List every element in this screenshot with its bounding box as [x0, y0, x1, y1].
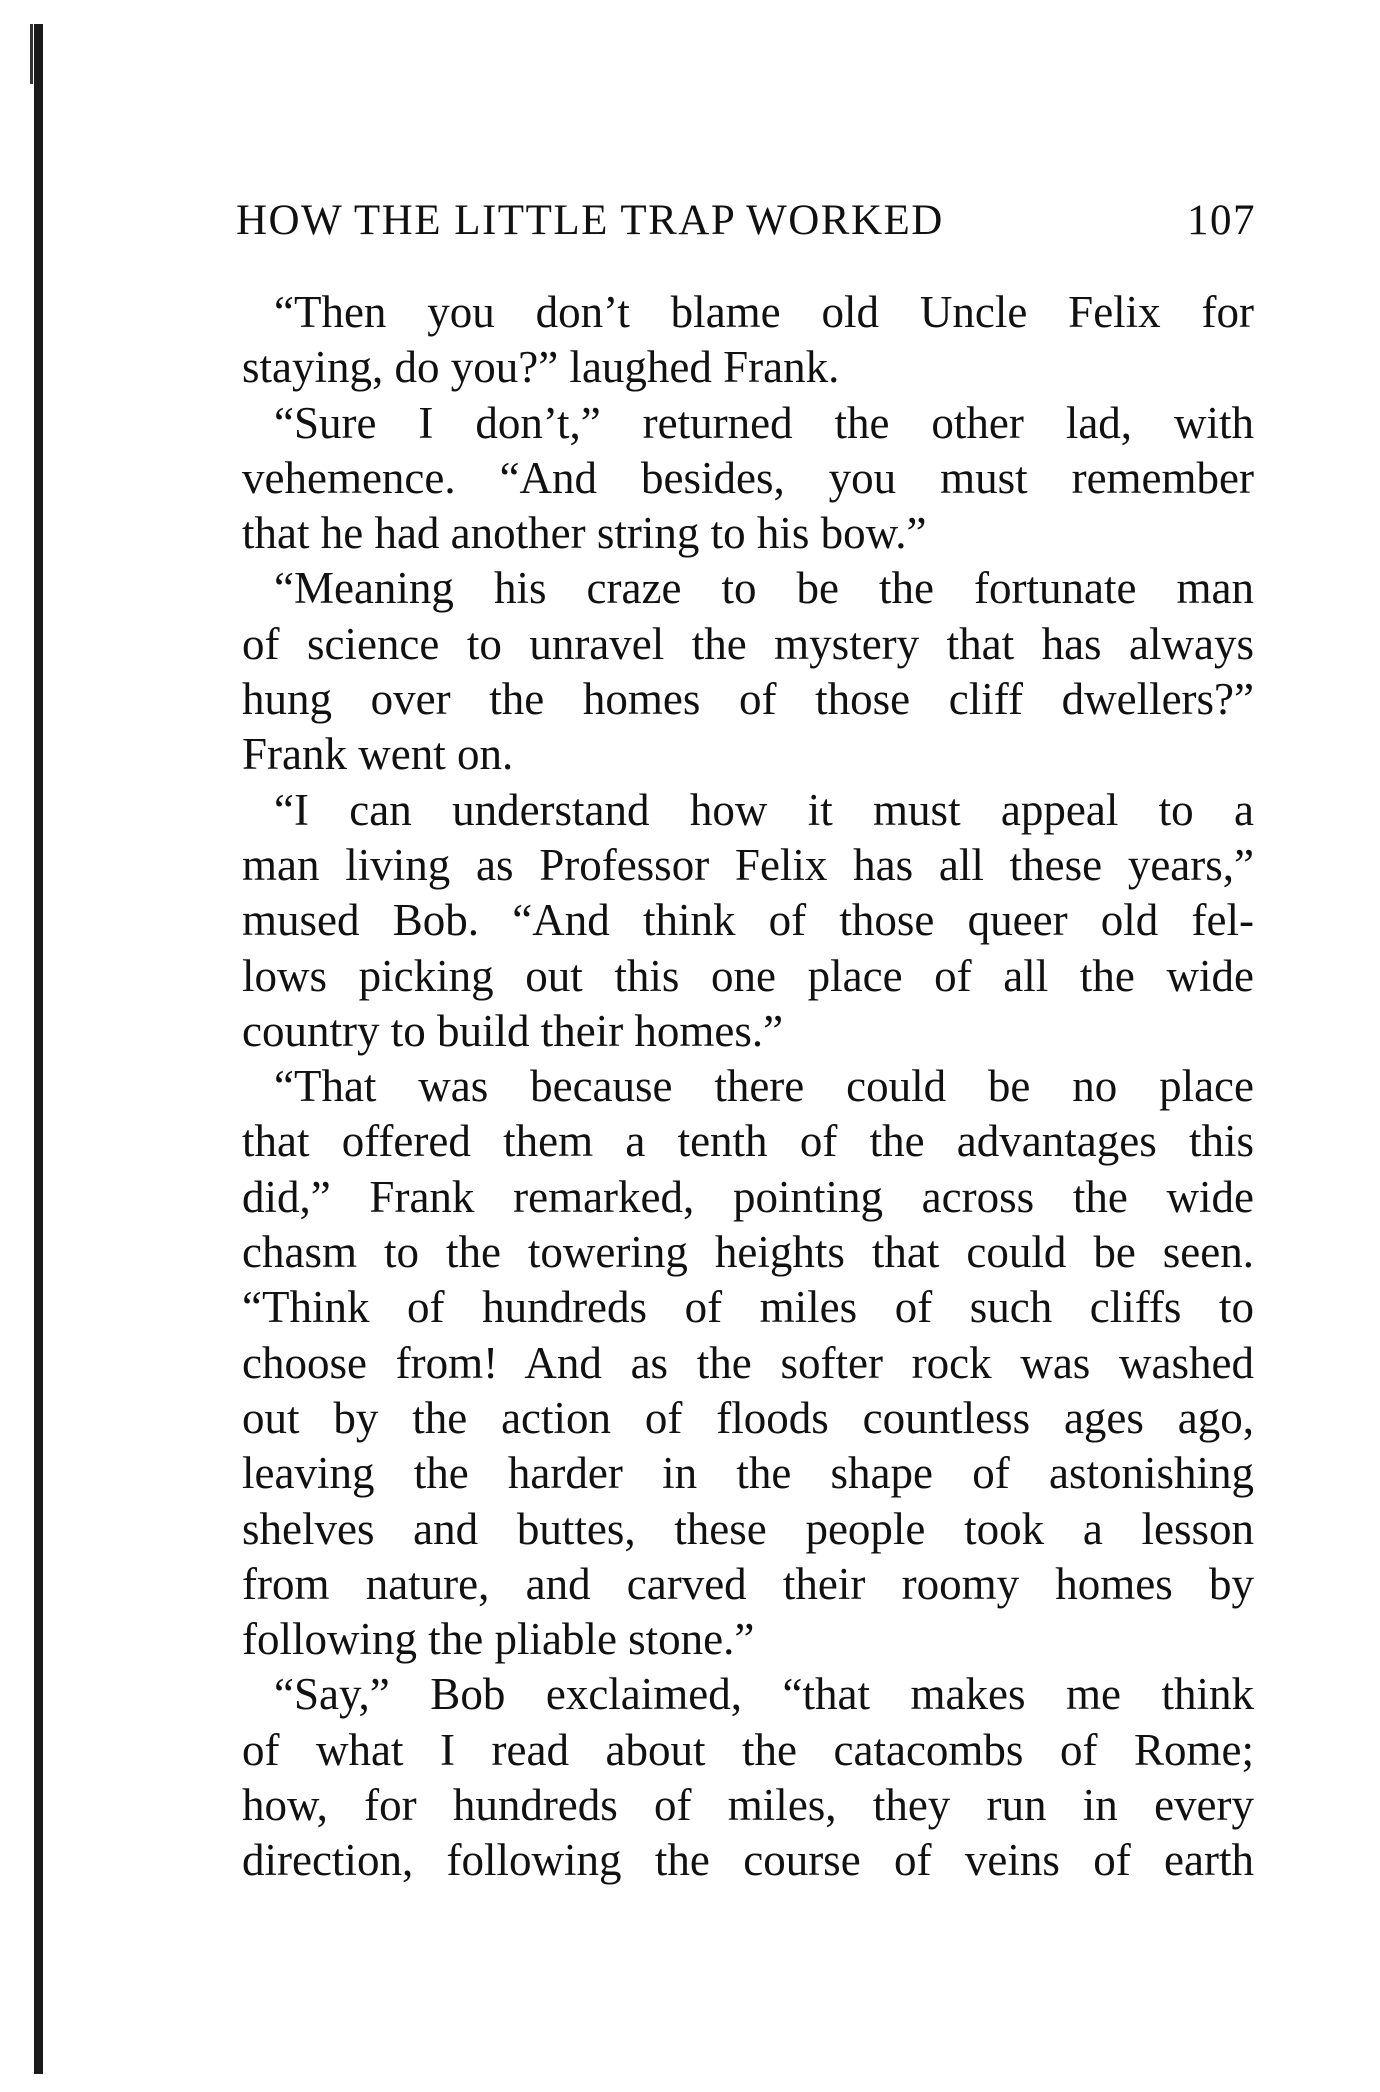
text-line: direction, following the course of veins of earth	[242, 1835, 1254, 1886]
text-line: of what I read about the catacombs of Rome;	[242, 1724, 1254, 1775]
text-line: staying, do you?” laughed Frank.	[242, 342, 840, 393]
running-header	[236, 196, 1256, 245]
text-line: of science to unravel the mystery that has always	[242, 618, 1254, 669]
text-line: how, for hundreds of miles, they run in every	[242, 1780, 1254, 1831]
text-line: following the pliable stone.”	[242, 1614, 755, 1665]
text-line: “Sure I don’t,” returned the other lad, with	[274, 397, 1254, 448]
text-line: out by the action of floods countless ages ago,	[242, 1392, 1254, 1443]
text-line: “Think of hundreds of miles of such cliffs to	[242, 1282, 1254, 1333]
text-line: Frank went on.	[242, 729, 514, 780]
text-line: from nature, and carved their roomy homes by	[242, 1558, 1254, 1609]
text-line: “Say,” Bob exclaimed, “that makes me think	[274, 1669, 1254, 1720]
text-line: “I can understand how it must appeal to a	[274, 784, 1254, 835]
text-line: lows picking out this one place of all the wide	[242, 950, 1254, 1001]
text-line: leaving the harder in the shape of astonishing	[242, 1448, 1254, 1499]
text-line: “That was because there could be no place	[274, 1061, 1254, 1112]
text-line: mused Bob. “And think of those queer old fel-	[242, 895, 1254, 946]
page-number: 107	[1187, 197, 1256, 244]
text-line: that he had another string to his bow.”	[242, 508, 927, 559]
page-binding-edge	[34, 24, 43, 2074]
text-line: choose from! And as the softer rock was washed	[242, 1337, 1254, 1388]
running-title: HOW THE LITTLE TRAP WORKED	[236, 197, 944, 244]
body-text	[242, 285, 1254, 1889]
text-line: “Then you don’t blame old Uncle Felix for	[274, 287, 1254, 337]
text-line: “Meaning his craze to be the fortunate man	[274, 563, 1254, 614]
text-line: chasm to the towering heights that could be seen.	[242, 1227, 1254, 1278]
text-line: country to build their homes.”	[242, 1005, 784, 1056]
text-line: vehemence. “And besides, you must remember	[242, 452, 1254, 503]
text-line: shelves and buttes, these people took a lesson	[242, 1503, 1254, 1554]
text-line: hung over the homes of those cliff dwellers?”	[242, 674, 1254, 725]
page-binding-edge-mark	[30, 24, 33, 84]
text-line: that offered them a tenth of the advantages this	[242, 1116, 1254, 1167]
text-line: did,” Frank remarked, pointing across the wide	[242, 1171, 1254, 1222]
text-line: man living as Professor Felix has all these years,”	[242, 839, 1254, 890]
